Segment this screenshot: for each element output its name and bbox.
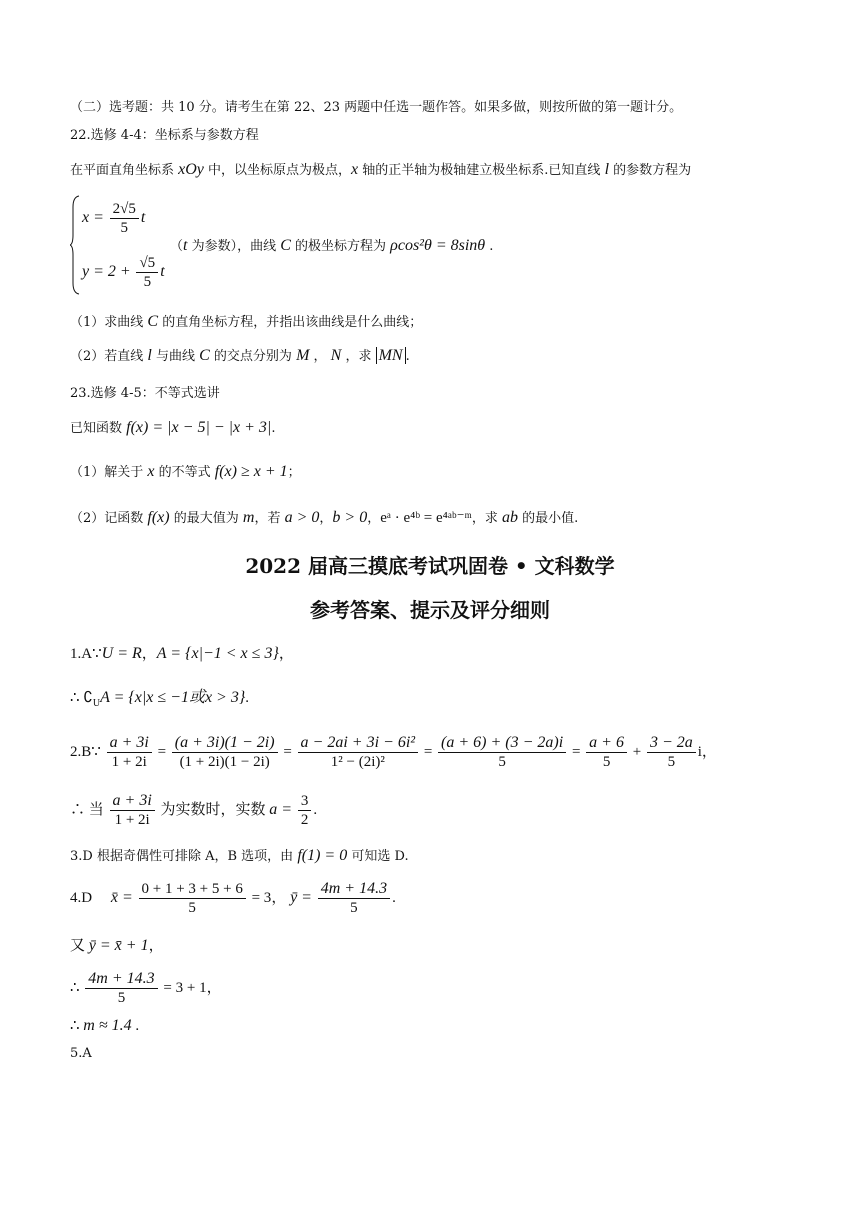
answer-1-line2: ∴ $∁_UA = \{x|x \le -1$或x > 3}. bbox=[70, 689, 249, 709]
param-eq-y: y = 2 + $\frac{√5}{5}$ t bbox=[82, 255, 165, 290]
answer-3: 3.D 根据奇偶性可排除 A，B 选项，由 f(1) = 0 可知选 D. bbox=[70, 847, 409, 864]
answer-title: 2022 届高三摸底考试巩固卷 • 文科数学 bbox=[245, 554, 615, 578]
answer-1-line1: 1.A∵U = R，A = {x|−1 < x ≤ 3}， bbox=[70, 645, 294, 662]
answer-2-line2: ∴ 当 $\frac{a + 3i}{1 + 2i}$ 为实数时，实数 a = $\frac{3}{2}$ . bbox=[70, 792, 318, 828]
answer-4-line3: ∴ $\frac{4m + 14.3}{5}$ = 3 + 1， bbox=[70, 970, 222, 1006]
problem-23-q1: （1）解关于 x 的不等式 f(x) ≥ x + 1； bbox=[70, 463, 301, 480]
problem-22-intro: 在平面直角坐标系 xOy 中，以坐标原点为极点，x 轴的正半轴为极轴建立极坐标系.已知直线 l 的参数方程为 bbox=[70, 161, 692, 178]
answer-subtitle: 参考答案、提示及评分细则 bbox=[310, 598, 550, 622]
problem-22-title: 22.选修 4-4：坐标系与参数方程 bbox=[70, 128, 259, 143]
answer-4-line4: ∴ m ≈ 1.4 . bbox=[70, 1017, 140, 1034]
problem-22-q1: （1）求曲线 C 的直角坐标方程，并指出该曲线是什么曲线； bbox=[70, 313, 423, 330]
problem-22-q2: （2）若直线 l 与曲线 C 的交点分别为 M ， N ，求 MN . bbox=[70, 347, 410, 364]
answer-5: 5.A bbox=[70, 1046, 92, 1061]
answer-4-line1: 4.D x̄ = $\frac{0 + 1 + 3 + 5 + 6}{5}$ = 3， ȳ = $\frac{4m + 14.3}{5}$ . bbox=[70, 880, 396, 916]
param-tail: （t 为参数），曲线 C 的极坐标方程为 ρcos²θ = 8sinθ . bbox=[170, 237, 494, 254]
system-brace bbox=[70, 195, 80, 295]
problem-23-function: 已知函数 f(x) = |x − 5| − |x + 3|. bbox=[70, 419, 276, 436]
param-eq-x: x = $\frac{2√5}{5}$ t bbox=[82, 201, 146, 236]
answer-4-line2: 又 ȳ = x̄ + 1， bbox=[70, 937, 164, 954]
answer-2-line1: 2.B∵ $\frac{a + 3i}{1 + 2i}$ = $\frac{(a + 3i)(1 - 2i)}{(1 + 2i)(1 - 2i)}$ = $\frac{\text{a − 2ai + 3i − 6i²}}{\text{1² − (2i)²}}$ = $\frac{(a + 6) + (3 - 2a)i}{5}$ = $\frac{a + 6}{5}$ + $\frac{3 - 2a}{5}$ i， bbox=[70, 734, 717, 770]
problem-23-q2: （2）记函数 f(x) 的最大值为 m，若 a > 0，b > 0，eᵃ · e⁴ᵇ = e⁴ᵃᵇ⁻ᵐ，求 ab 的最小值. bbox=[70, 509, 579, 526]
problem-23-title: 23.选修 4-5：不等式选讲 bbox=[70, 386, 220, 401]
section-heading: （二）选考题：共 10 分。请考生在第 22、23 两题中任选一题作答。如果多做，则按所做的第一题计分。 bbox=[70, 100, 683, 115]
